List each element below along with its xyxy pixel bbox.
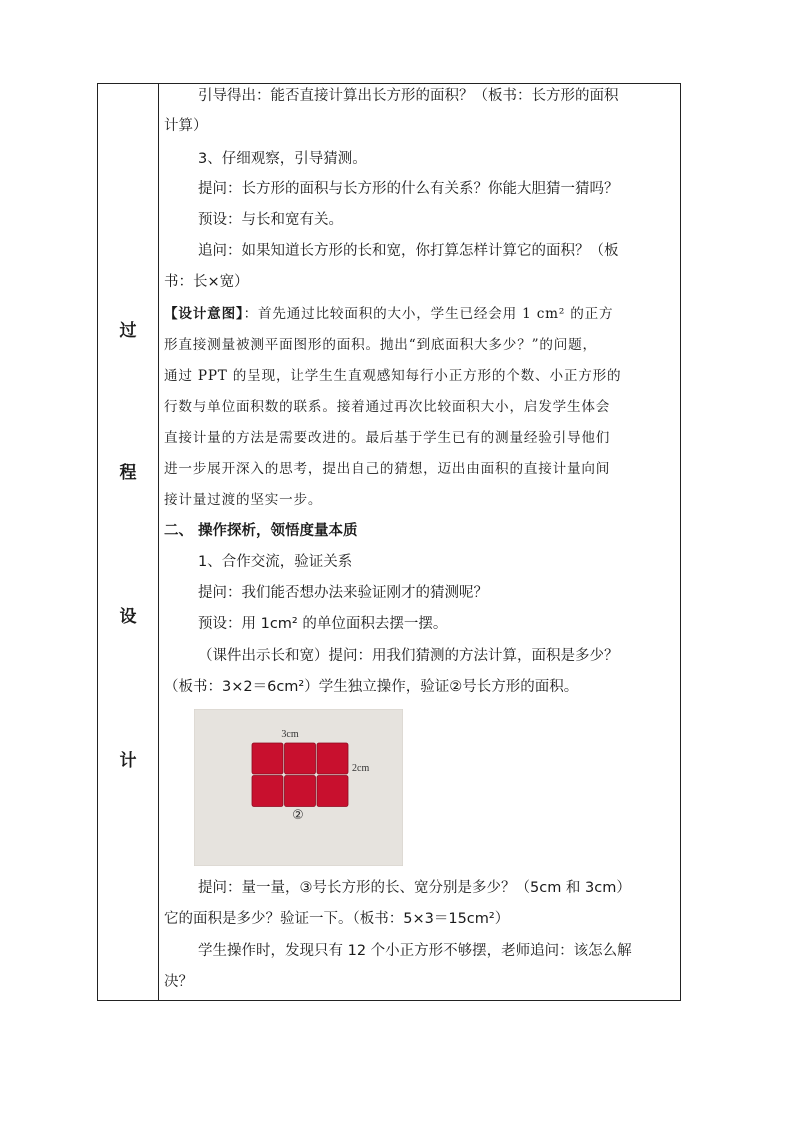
text-line: 提问：量一量，③号长方形的长、宽分别是多少？（5cm 和 3cm） (198, 880, 631, 896)
text-line: 3、仔细观察，引导猜测。 (198, 151, 367, 167)
design-intent-line: 行数与单位面积数的联系。接着通过再次比较面积大小，启发学生体会 (164, 399, 611, 415)
design-intent-line: 进一步展开深入的思考，提出自己的猜想，迈出由面积的直接计量向间 (164, 461, 611, 477)
side-label-3: 设 (119, 607, 137, 627)
red-tile (285, 743, 316, 774)
red-tile (252, 776, 283, 807)
design-intent-line: 接计量过渡的坚实一步。 (164, 492, 323, 508)
text-line: 书：长×宽） (164, 274, 249, 290)
red-tile (317, 776, 348, 807)
text-line: 它的面积是多少？验证一下。（板书：5×3＝15cm²） (164, 911, 510, 927)
design-intent-line: 形直接测量被测平面图形的面积。抛出“到底面积大多少？”的问题， (164, 337, 597, 353)
section-heading: 二、 操作探析，领悟度量本质 (164, 523, 358, 539)
design-intent-line (164, 304, 613, 324)
design-intent-line: 通过 PPT 的呈现，让学生生直观感知每行小正方形的个数、小正方形的 (164, 368, 622, 384)
side-label-1: 过 (119, 321, 137, 341)
red-tile (252, 743, 283, 774)
text-line: 预设：用 1cm² 的单位面积去摆一摆。 (198, 616, 448, 632)
design-intent-text: ：首先通过比较面积的大小，学生已经会用 1 cm² 的正方 (243, 306, 614, 322)
red-tile (285, 776, 316, 807)
shape-number-label: ② (292, 808, 304, 823)
lesson-table (97, 83, 681, 1001)
text-line: 提问：长方形的面积与长方形的什么有关系？你能大胆猜一猜吗？ (198, 181, 619, 197)
column-divider (158, 84, 159, 1000)
side-label-2: 程 (119, 463, 137, 483)
red-tile (317, 743, 348, 774)
text-line: 追问：如果知道长方形的长和宽，你打算怎样计算它的面积？（板 (198, 243, 619, 259)
red-tiles-photo (194, 709, 403, 866)
length-label: 3cm (281, 729, 299, 740)
text-line: 提问：我们能否想办法来验证刚才的猜测呢？ (198, 585, 488, 601)
text-line: 计算） (164, 118, 208, 134)
design-intent-line: 直接计量的方法是需要改进的。最后基于学生已有的测量经验引导他们 (164, 430, 611, 446)
text-line: 预设：与长和宽有关。 (198, 212, 343, 228)
width-label: 2cm (352, 763, 370, 774)
text-line: （课件出示长和宽）提问：用我们猜测的方法计算，面积是多少？ (198, 648, 619, 664)
text-line: （板书：3×2＝6cm²）学生独立操作，验证②号长方形的面积。 (164, 679, 579, 695)
text-line: 引导得出：能否直接计算出长方形的面积？（板书：长方形的面积 (198, 88, 619, 104)
design-intent-heading: 【设计意图】 (164, 306, 244, 322)
text-line: 1、合作交流，验证关系 (198, 554, 353, 570)
text-line: 决？ (164, 974, 193, 990)
side-label-4: 计 (119, 751, 137, 771)
text-line: 学生操作时，发现只有 12 个小正方形不够摆，老师追问：该怎么解 (198, 943, 632, 959)
